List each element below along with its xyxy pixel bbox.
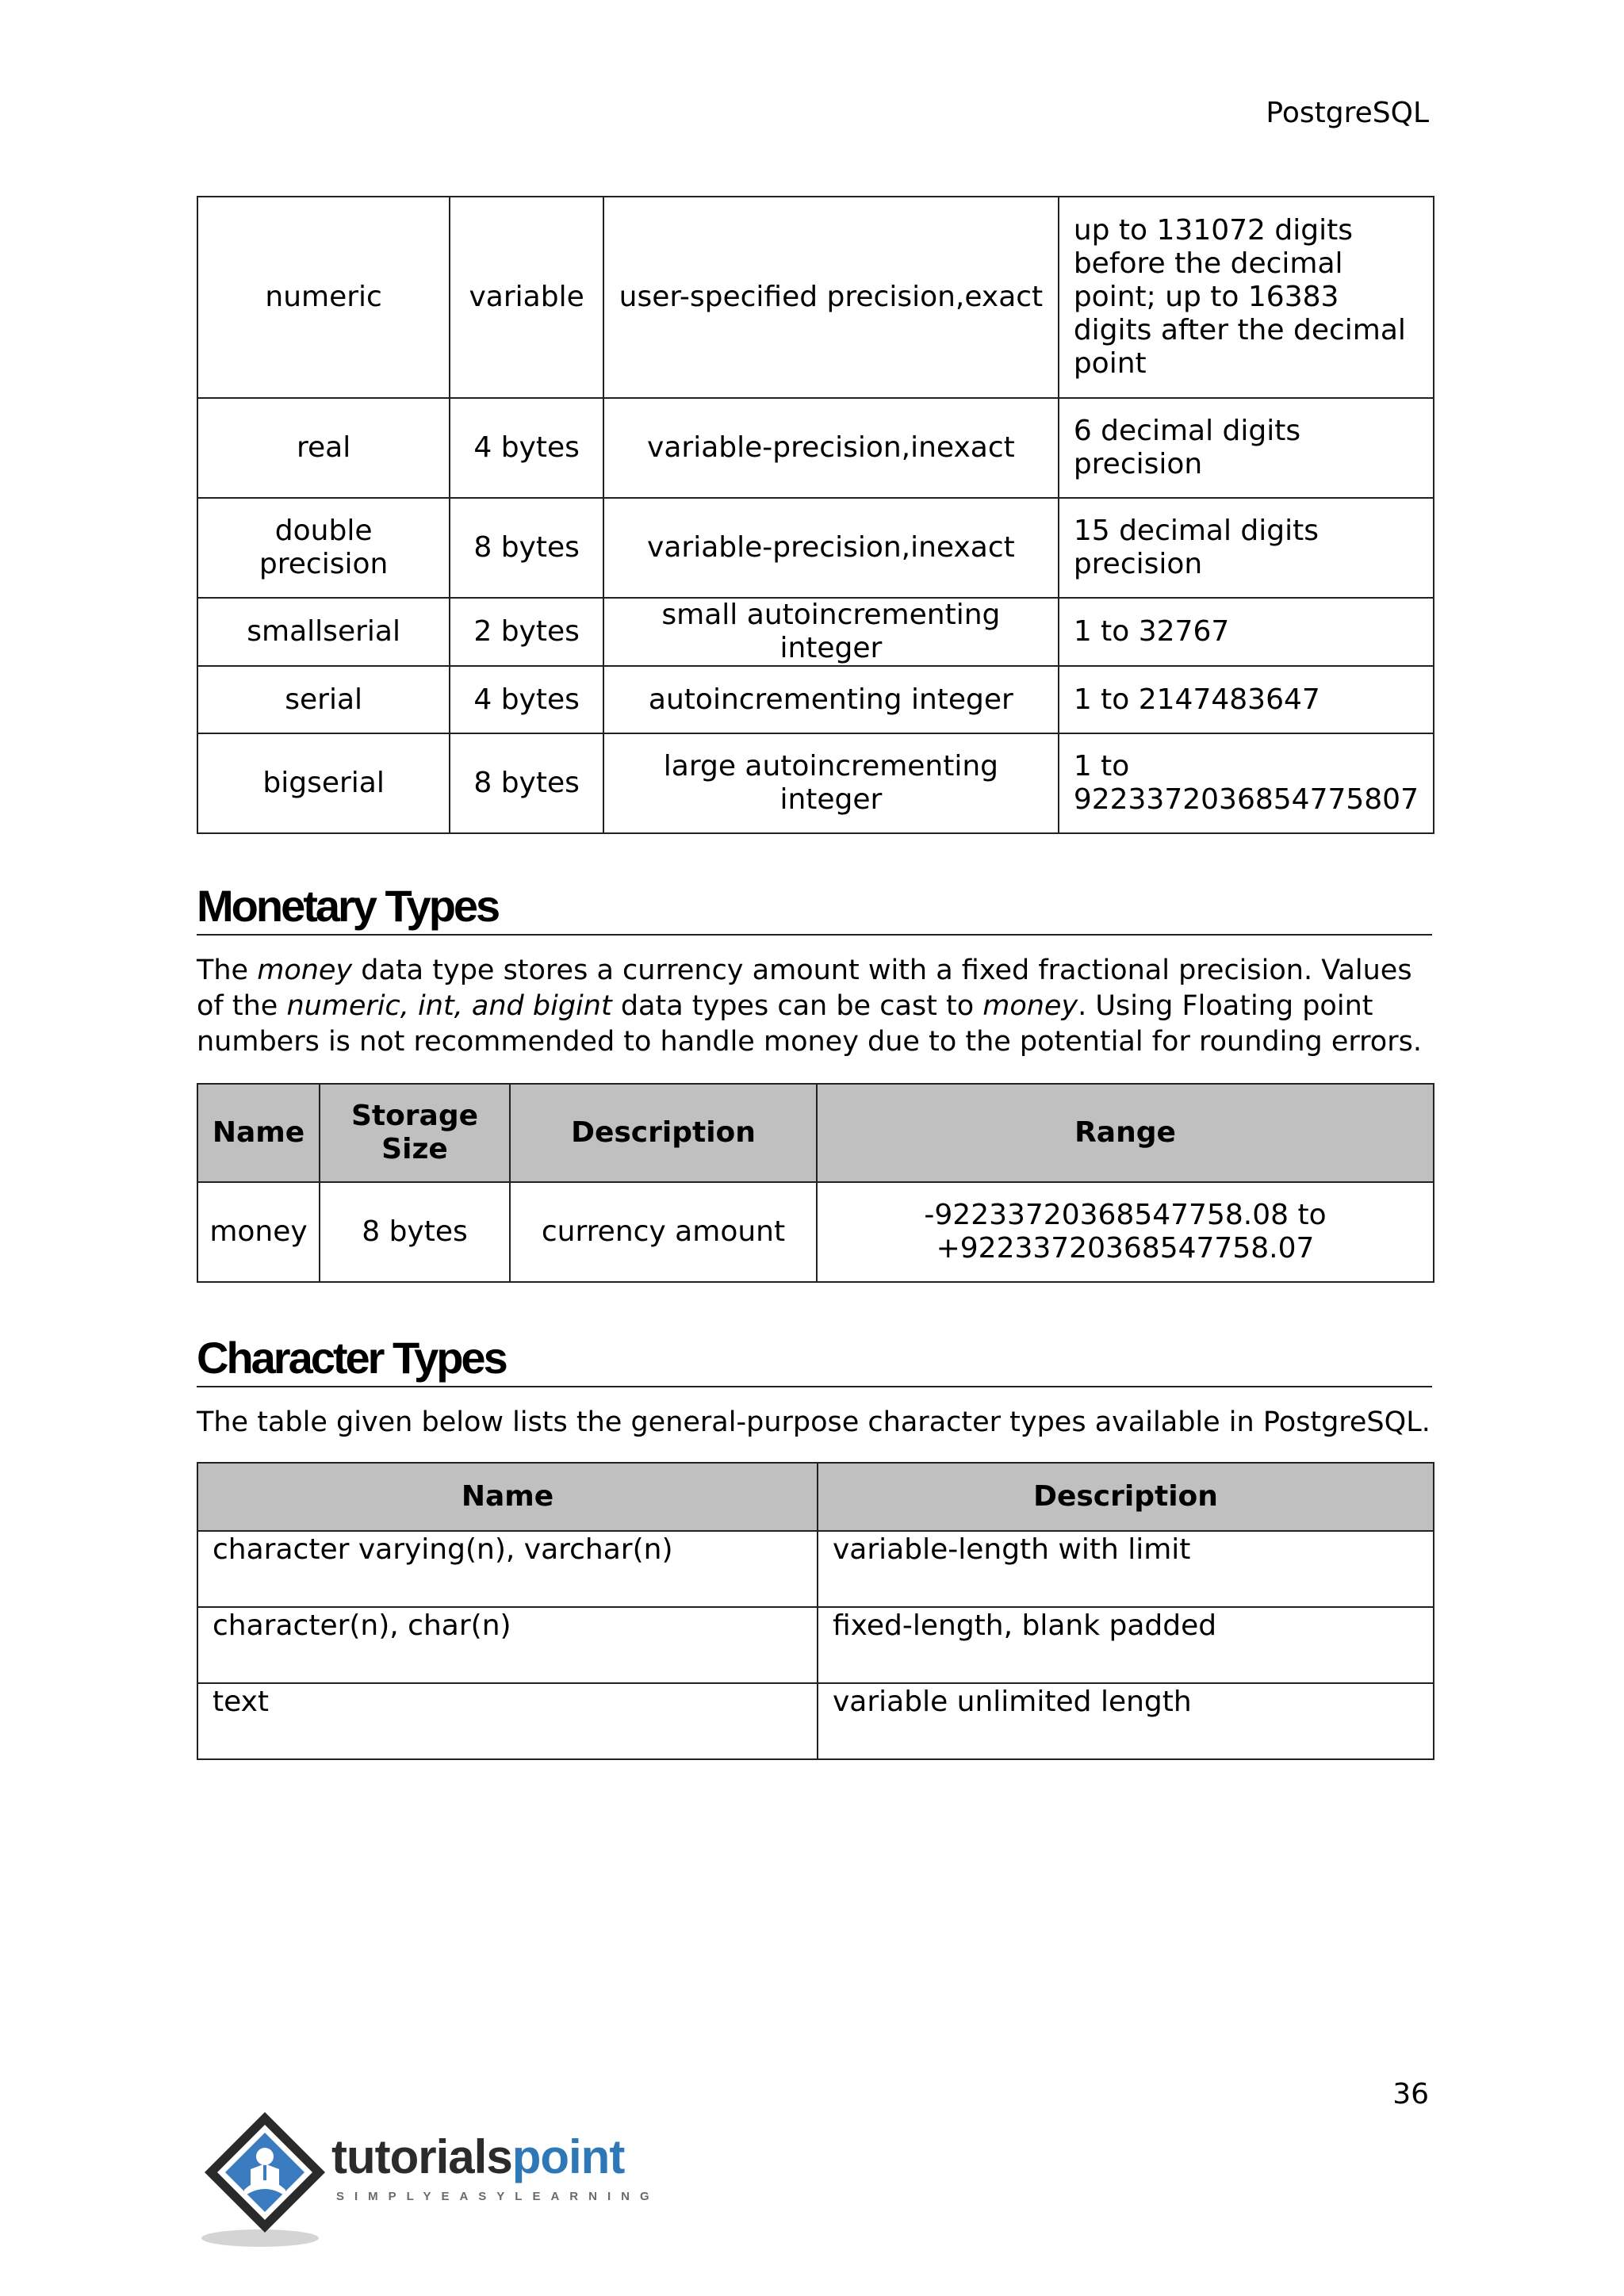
character-types-table bbox=[197, 1462, 1434, 1760]
tutorialspoint-logo bbox=[195, 2107, 671, 2250]
type-name: character varying(n), varchar(n) bbox=[197, 1531, 818, 1607]
table-row bbox=[197, 197, 1434, 398]
logo-text-blue: point bbox=[511, 2130, 625, 2183]
table-row bbox=[197, 1683, 1434, 1759]
logo-text-dark: tutorials bbox=[331, 2130, 512, 2183]
numeric-types-table bbox=[197, 196, 1434, 834]
type-range: 1 to 2147483647 bbox=[1059, 666, 1434, 733]
column-header: Name bbox=[197, 1084, 320, 1182]
paragraph-text: . Using Floating point numbers is not recommended to handle money due to the potential for rounding errors. bbox=[197, 990, 1422, 1058]
table-row bbox=[197, 1607, 1434, 1683]
type-name: money bbox=[197, 1182, 320, 1282]
table-row bbox=[197, 498, 1434, 598]
paragraph-text: The bbox=[197, 955, 258, 986]
type-name: double precision bbox=[197, 498, 450, 598]
table-row bbox=[197, 398, 1434, 498]
table-row bbox=[197, 666, 1434, 733]
storage-size: 2 bytes bbox=[450, 598, 603, 666]
type-range: -92233720368547758.08 to +92233720368547758.07 bbox=[817, 1182, 1434, 1282]
column-header: Storage Size bbox=[320, 1084, 510, 1182]
type-name: character(n), char(n) bbox=[197, 1607, 818, 1683]
monetary-paragraph bbox=[197, 953, 1434, 1060]
storage-size: 8 bytes bbox=[320, 1182, 510, 1282]
type-description: currency amount bbox=[510, 1182, 817, 1282]
type-description: autoincrementing integer bbox=[603, 666, 1059, 733]
table-header-row bbox=[197, 1463, 1434, 1531]
paragraph-emphasis: numeric, int, and bigint bbox=[286, 990, 612, 1022]
storage-size: 4 bytes bbox=[450, 398, 603, 498]
table-header-row bbox=[197, 1084, 1434, 1182]
column-header: Name bbox=[197, 1463, 818, 1531]
paragraph-emphasis: money bbox=[982, 990, 1078, 1022]
type-range: 15 decimal digits precision bbox=[1059, 498, 1434, 598]
type-name: serial bbox=[197, 666, 450, 733]
character-paragraph: The table given below lists the general-purpose character types available in PostgreSQL. bbox=[197, 1406, 1431, 1438]
type-range: up to 131072 digits before the decimal point; up to 16383 digits after the decimal point bbox=[1059, 197, 1434, 398]
type-range: 6 decimal digits precision bbox=[1059, 398, 1434, 498]
paragraph-text: data type stores a currency amount with a fixed fractional precision. Values of the bbox=[197, 955, 1412, 1022]
page-header: PostgreSQL bbox=[1266, 97, 1429, 129]
monetary-types-table bbox=[197, 1083, 1434, 1283]
storage-size: variable bbox=[450, 197, 603, 398]
logo-diamond-icon bbox=[195, 2107, 338, 2250]
storage-size: 8 bytes bbox=[450, 733, 603, 833]
type-description: variable unlimited length bbox=[818, 1683, 1434, 1759]
type-description: variable-precision,inexact bbox=[603, 498, 1059, 598]
table-row bbox=[197, 1531, 1434, 1607]
paragraph-emphasis: money bbox=[257, 955, 353, 986]
type-name: real bbox=[197, 398, 450, 498]
logo-wordmark bbox=[331, 2130, 624, 2184]
column-header: Range bbox=[817, 1084, 1434, 1182]
type-description: user-specified precision,exact bbox=[603, 197, 1059, 398]
type-description: variable-precision,inexact bbox=[603, 398, 1059, 498]
table-row bbox=[197, 1182, 1434, 1282]
page-number: 36 bbox=[1392, 2078, 1429, 2110]
type-name: numeric bbox=[197, 197, 450, 398]
paragraph-text: data types can be cast to bbox=[611, 990, 983, 1022]
column-header: Description bbox=[510, 1084, 817, 1182]
type-name: smallserial bbox=[197, 598, 450, 666]
logo-tagline: SIMPLYEASYLEARNING bbox=[336, 2190, 660, 2203]
type-name: text bbox=[197, 1683, 818, 1759]
type-name: bigserial bbox=[197, 733, 450, 833]
storage-size: 4 bytes bbox=[450, 666, 603, 733]
type-description: variable-length with limit bbox=[818, 1531, 1434, 1607]
type-range: 1 to 32767 bbox=[1059, 598, 1434, 666]
type-description: fixed-length, blank padded bbox=[818, 1607, 1434, 1683]
type-description: small autoincrementing integer bbox=[603, 598, 1059, 666]
character-types-heading: Character Types bbox=[197, 1332, 1432, 1387]
storage-size: 8 bytes bbox=[450, 498, 603, 598]
column-header: Description bbox=[818, 1463, 1434, 1531]
table-row bbox=[197, 733, 1434, 833]
monetary-types-heading: Monetary Types bbox=[197, 880, 1432, 936]
type-range: 1 to 9223372036854775807 bbox=[1059, 733, 1434, 833]
type-description: large autoincrementing integer bbox=[603, 733, 1059, 833]
table-row bbox=[197, 598, 1434, 666]
